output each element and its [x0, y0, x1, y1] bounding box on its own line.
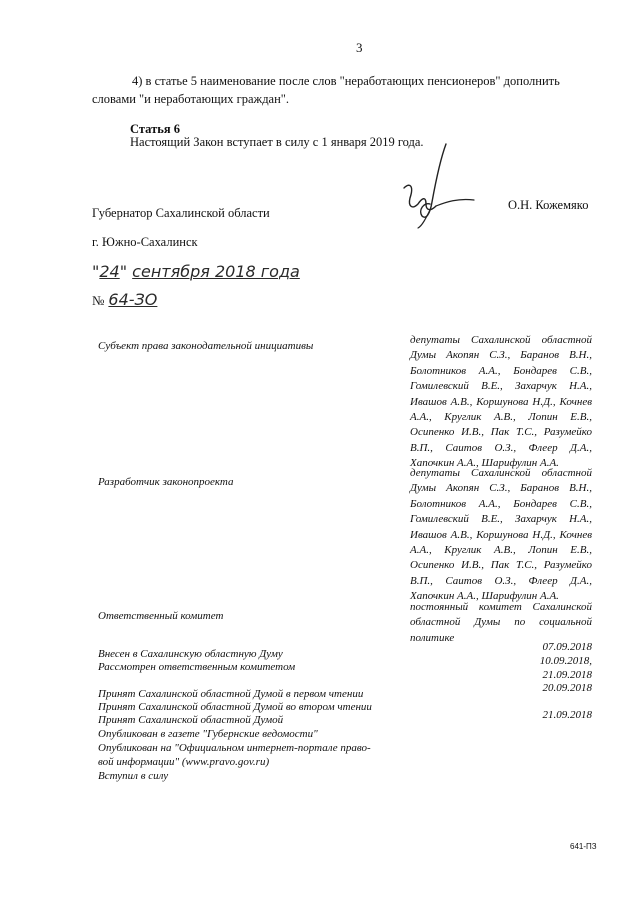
item4-line1: 4) в статье 5 наименование после слов "неработающих пенсионеров" дополнить [132, 74, 560, 88]
reviewed-label: Рассмотрен ответственным комитетом [98, 661, 296, 673]
governor-signature [396, 140, 476, 230]
number-prefix: № [92, 293, 105, 308]
entered-force-label: Вступил в силу [98, 770, 169, 782]
footer-code: 641-ПЗ [570, 842, 597, 851]
developer-label: Разработчик законопроекта [98, 476, 234, 488]
published-portal-line2: вой информации" (www.pravo.gov.ru) [98, 756, 270, 768]
article-text: Настоящий Закон вступает в силу с 1 января 2019 года. [130, 135, 424, 149]
second-reading-label: Принят Сахалинской областной Думой во втором чтении [98, 701, 372, 713]
submitted-label: Внесен в Сахалинскую областную Думу [98, 648, 283, 660]
reviewed-date-2: 21.09.2018 [542, 669, 592, 681]
first-reading-date: 20.09.2018 [542, 682, 592, 694]
subject-value: депутаты Сахалинской областной Думы Акопян С.З., Баранов В.Н., Болотников А.А., Бондарев С.В., Гомилевский В.Е., Захарчук Н.А., Ивашов А.В., Коршунова Н.Д., Кочнев А.А., Круглик А.В., Лопин Е.В., Осипенко И.В., Пак Т.С., Разумейко В.П., Саитов О.З., Флеер Д.А., Хапочкин А.А., Шарифулин А.А. [410, 334, 592, 470]
governor-title: Губернатор Сахалинской области [92, 206, 270, 220]
developer-value: депутаты Сахалинской областной Думы Акопян С.З., Баранов В.Н., Болотников А.А., Бондарев С.В., Гомилевский В.Е., Захарчук Н.А., Ивашов А.В., Коршунова Н.Д., Кочнев А.А., Круглик А.В., Лопин Е.В., Осипенко И.В., Пак Т.С., Разумейко В.П., Саитов О.З., Флеер Д.А., Хапочкин А.А., Шарифулин А.А. [410, 467, 592, 603]
article-title: Статья 6 [130, 122, 180, 136]
committee-value: постоянный комитет Сахалинской областной Думы по социальной политике [410, 601, 592, 644]
page-number: 3 [356, 40, 363, 55]
committee-label: Ответственный комитет [98, 610, 224, 622]
first-reading-label: Принят Сахалинской областной Думой в первом чтении [98, 688, 364, 700]
item4-line2: словами "и неработающих граждан". [92, 92, 290, 106]
published-portal-line1: Опубликован на "Официальном интернет-портале право- [98, 742, 371, 754]
number-value: 64-ЗО [108, 290, 158, 309]
date-quote-open: " [92, 262, 100, 281]
date-day: 24 [99, 262, 120, 281]
city: г. Южно-Сахалинск [92, 235, 198, 249]
adopted-label: Принят Сахалинской областной Думой [98, 714, 284, 726]
reviewed-date-1: 10.09.2018, [539, 655, 592, 667]
date-quote-close: " [119, 262, 128, 281]
submitted-date: 07.09.2018 [542, 641, 592, 653]
governor-name: О.Н. Кожемяко [508, 198, 589, 212]
signing-date [92, 262, 300, 281]
published-newspaper-label: Опубликован в газете "Губернские ведомости" [98, 728, 318, 740]
adopted-date: 21.09.2018 [542, 709, 592, 721]
subject-label: Субъект права законодательной инициативы [98, 340, 314, 352]
date-rest: сентября 2018 года [132, 262, 300, 281]
law-number [92, 290, 157, 310]
